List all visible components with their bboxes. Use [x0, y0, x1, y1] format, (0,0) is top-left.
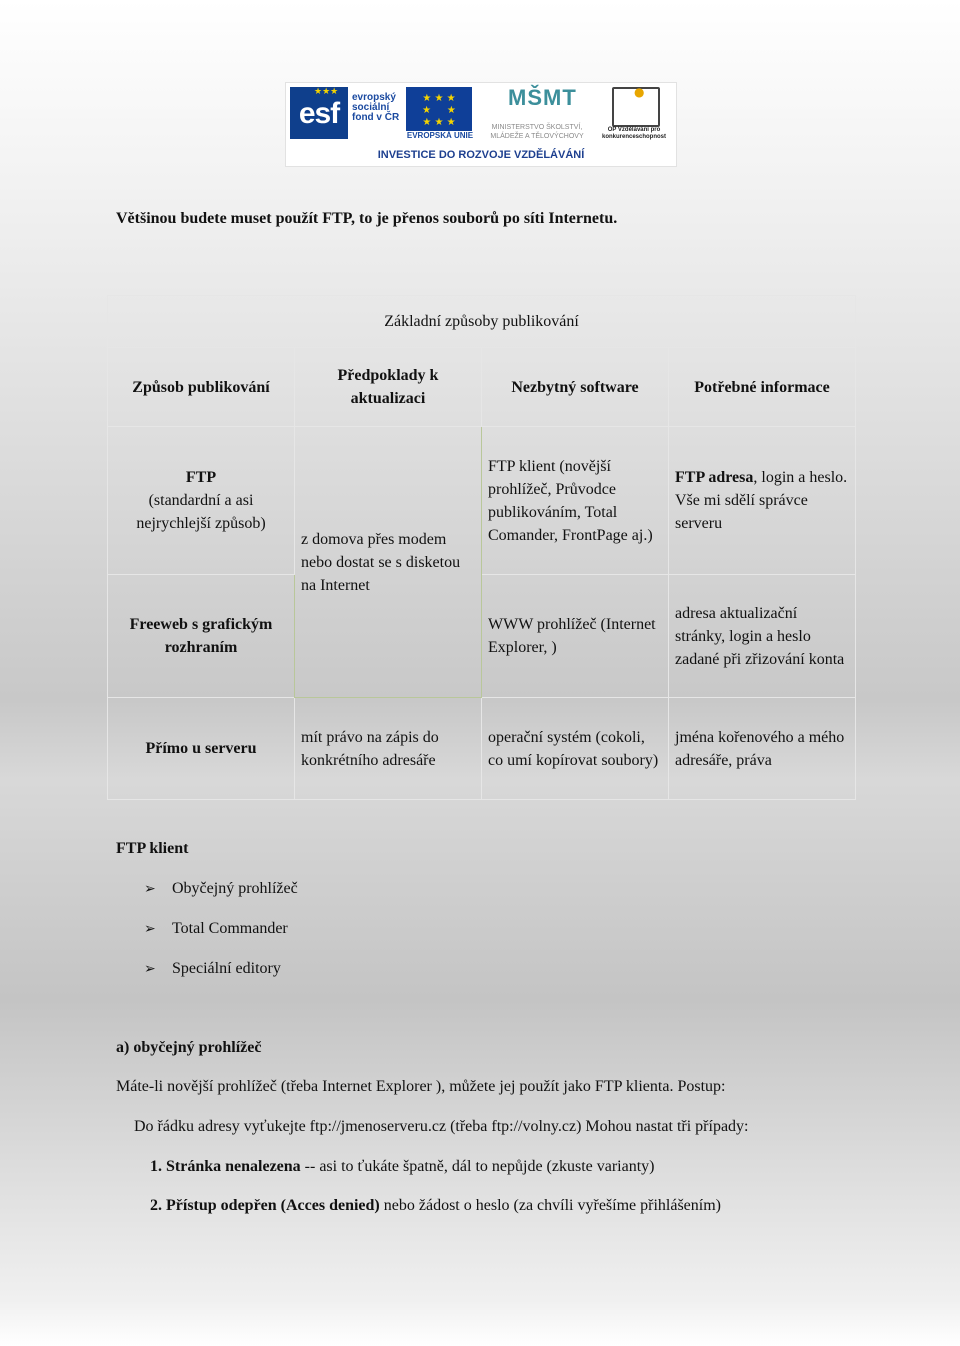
header-method: Způsob publikování — [108, 348, 295, 427]
list-item — [144, 918, 298, 958]
row-ftp-method — [108, 427, 295, 575]
case-1-title: Stránka nenalezena — [166, 1158, 301, 1175]
row-ftp-software: FTP klient (novější prohlížeč, Průvodce publikováním, Total Comander, FrontPage aj.) — [482, 427, 669, 575]
case-1-text: -- asi to ťukáte špatně, dál to nepůjde (zkuste varianty) — [300, 1158, 655, 1175]
ftp-client-heading: FTP klient — [116, 840, 189, 857]
row-ftp-info-bold: FTP adresa — [675, 469, 754, 486]
case-2-number: 2. — [150, 1197, 162, 1214]
row-server-info: jména kořenového a mého adresáře, práva — [669, 698, 856, 800]
logo-slogan: INVESTICE DO ROZVOJE VZDĚLÁVÁNÍ — [377, 149, 585, 161]
list-item-label: Obyčejný prohlížeč — [172, 880, 298, 897]
row-ftp-prereq: z domova přes modem nebo dostat se s disketou na Internet — [295, 427, 482, 698]
list-item-label: Speciální editory — [172, 960, 281, 977]
ftp-client-list — [144, 878, 298, 998]
browser-para-2: Do řádku adresy vyťukejte ftp://jmenoserveru.cz (třeba ftp://volny.cz) Mohou nastat tři případy: — [134, 1118, 749, 1135]
row-server-prereq: mít právo na zápis do konkrétního adresáře — [295, 698, 482, 800]
op-caption: OP Vzdělávání pro konkurenceschopnost — [601, 127, 666, 140]
row-freeweb-method: Freeweb s grafickým rozhraním — [108, 575, 295, 698]
esf-logo-text: esf — [298, 97, 340, 130]
row-ftp-info-rest: , login a heslo. Vše mi sdělí správce serveru — [675, 469, 848, 532]
msmt-logo: MŠMT — [508, 85, 577, 110]
msmt-caption: MINISTERSTVO ŠKOLSTVÍ, MLÁDEŽE A TĚLOVÝCHOVY — [490, 124, 584, 140]
case-1-number: 1. — [150, 1158, 162, 1175]
row-freeweb-software: WWW prohlížeč (Internet Explorer, ) — [482, 575, 669, 698]
header-info: Potřebné informace — [669, 348, 856, 427]
eu-caption: EVROPSKÁ UNIE — [406, 131, 474, 140]
list-item — [144, 878, 298, 918]
row-server-software: operační systém (cokoli, co umí kopírovat soubory) — [482, 698, 669, 800]
case-2-title: Přístup odepřen (Acces denied) — [166, 1197, 380, 1214]
op-logo-dot-icon: ● — [634, 85, 645, 99]
case-2-text: nebo žádost o heslo (za chvíli vyřešíme přihlášením) — [379, 1197, 721, 1214]
arrow-bullet-icon: ➢ — [144, 961, 156, 977]
row-ftp-info — [669, 427, 856, 575]
row-ftp-title: FTP — [185, 469, 217, 486]
case-1 — [150, 1158, 655, 1176]
publishing-table — [107, 295, 856, 800]
header-software: Nezbytný software — [482, 348, 669, 427]
eu-stars-icon: ★ ★ ★ ★ ★ ★ ★ ★ — [422, 93, 456, 128]
row-server-method: Přímo u serveru — [108, 698, 295, 800]
table-caption: Základní způsoby publikování — [108, 296, 856, 348]
list-item-label: Total Commander — [172, 920, 288, 937]
list-item — [144, 958, 298, 998]
browser-para-1: Máte-li novější prohlížeč (třeba Internet Explorer ), můžete jej použít jako FTP klienta. Postup: — [116, 1078, 726, 1095]
arrow-bullet-icon: ➢ — [144, 921, 156, 937]
browser-heading: a) obyčejný prohlížeč — [116, 1039, 262, 1056]
header-prereq: Předpoklady k aktualizaci — [295, 348, 482, 427]
row-ftp-subtitle: (standardní a asi nejrychlejší způsob) — [136, 492, 266, 532]
intro-sentence: Většinou budete muset použít FTP, to je přenos souborů po síti Internetu. — [116, 210, 618, 227]
row-freeweb-info: adresa aktualizační stránky, login a heslo zadané při zřizování konta — [669, 575, 856, 698]
case-2 — [150, 1197, 721, 1215]
esf-caption: evropský sociální fond v ČR — [352, 92, 400, 123]
logo-banner — [285, 82, 677, 167]
esf-stars-icon: ★★★ — [314, 87, 339, 97]
arrow-bullet-icon: ➢ — [144, 881, 156, 897]
